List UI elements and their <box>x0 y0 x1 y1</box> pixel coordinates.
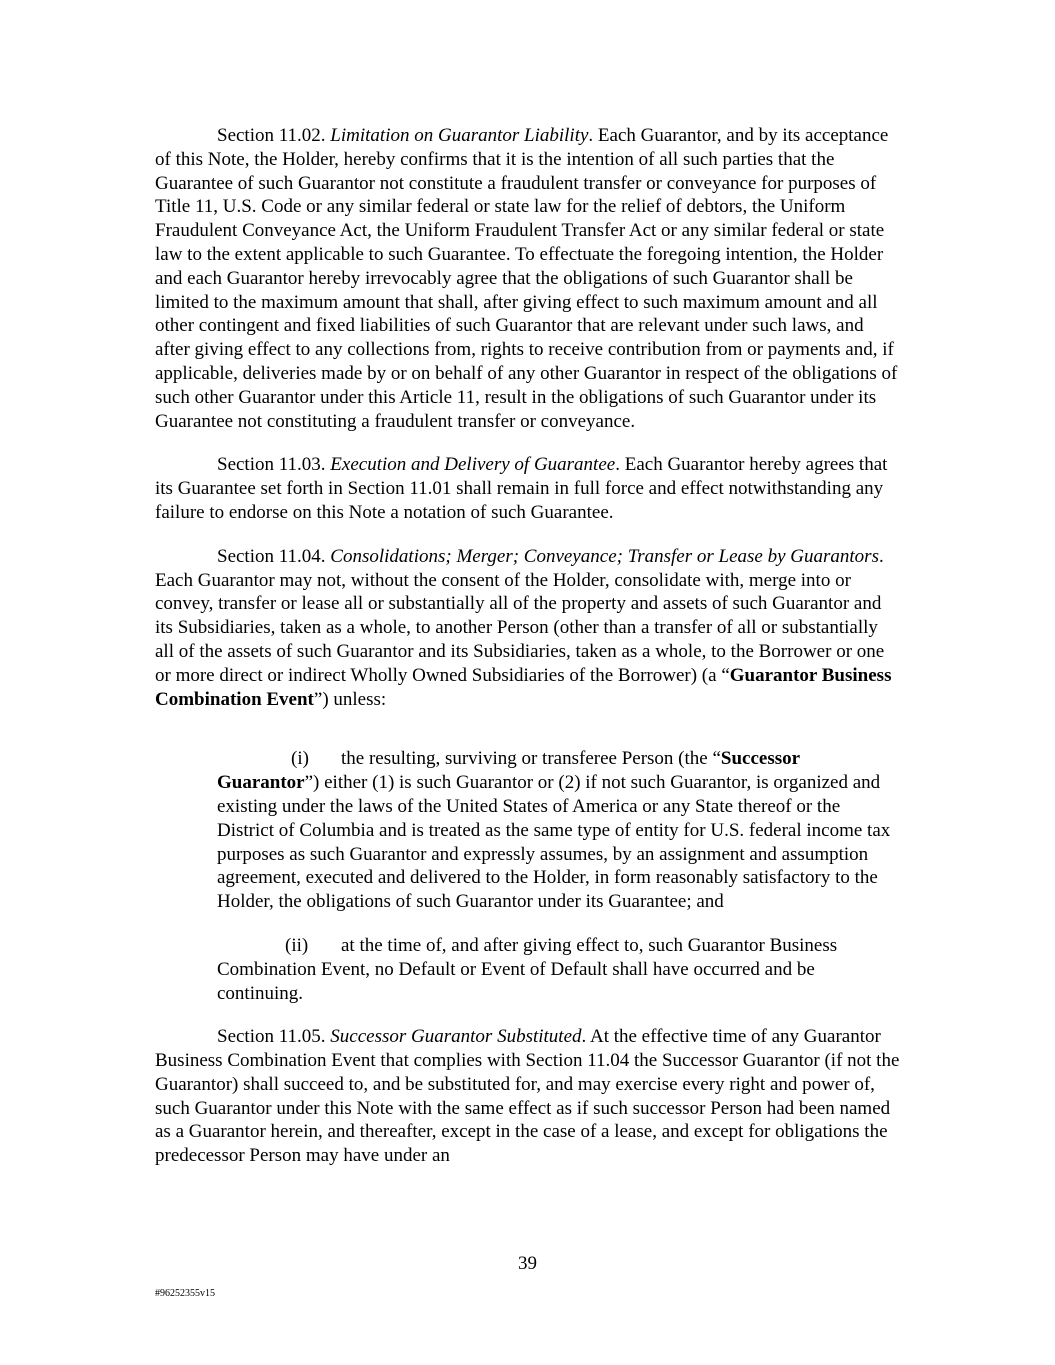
section-number: Section 11.02. <box>217 125 331 146</box>
section-heading: Successor Guarantor Substituted <box>330 1026 582 1048</box>
section-number: Section 11.04. <box>217 545 331 567</box>
clause-text: the resulting, surviving or transferee Person (the “ <box>341 748 721 770</box>
section-text: . Each Guarantor, and by its acceptance of this Note, the Holder, hereby confirms that it is the intention of all such parties that the Guarantee of such Guarantor not constitute a fraudulent transfer or conveyance for purposes of Title 11, U.S. Code or any similar federal or state law for the relief of debtors, the Uniform Fraudulent Conveyance Act, the Uniform Fraudulent Transfer Act or any similar federal or state law to the extent applicable to such Guarantee. To effectuate the foregoing intention, the Holder and each Guarantor hereby irrevocably agree that the obligations of such Guarantor shall be limited to the maximum amount that shall, after giving effect to such maximum amount and all other contingent and fixed liabilities of such Guarantor that are relevant under such laws, and after giving effect to any collections from, rights to receive contribution from or payments and, if applicable, deliveries made by or on behalf of any other Guarantor in respect of the obligations of such other Guarantor under this Article 11, result in the obligations of such Guarantor under its Guarantee not constituting a fraudulent transfer or conveyance. <box>155 125 898 432</box>
section-heading: Consolidations; Merger; Conveyance; Transfer or Lease by Guarantors <box>330 545 879 567</box>
clause-ii <box>217 934 900 1005</box>
section-heading: Limitation on Guarantor Liability <box>330 125 589 146</box>
clause-i <box>217 747 900 914</box>
clause-number: (ii) <box>285 934 309 956</box>
clause-number: (i) <box>291 748 309 770</box>
document-body <box>155 124 900 1188</box>
document-id: #96252355v15 <box>155 1288 215 1299</box>
section-heading: Execution and Delivery of Guarantee <box>330 454 616 476</box>
section-text: . Each Guarantor may not, without the consent of the Holder, consolidate with, merge into or convey, transfer or lease all or substantially all of the property and assets of such Guarantor and its Subsidiaries, taken as a whole, to another Person (other than a transfer of all or substantially all of the assets of such Guarantor and its Subsidiaries, taken as a whole, to the Borrower or one or more direct or indirect Wholly Owned Subsidiaries of the Borrower) (a “ <box>155 545 885 686</box>
page-number: 39 <box>518 1253 537 1274</box>
section-11-05 <box>155 1025 900 1168</box>
section-text: . Each Guarantor hereby agrees that its Guarantee set forth in Section 11.01 shall remain in full force and effect notwithstanding any failure to endorse on this Note a notation of such Guarantee. <box>155 454 888 523</box>
section-11-02 <box>155 124 900 433</box>
section-number: Section 11.03. <box>217 454 331 476</box>
section-text-continued: ”) unless: <box>313 688 387 710</box>
section-text: . At the effective time of any Guarantor Business Combination Event that complies with Section 11.04 the Successor Guarantor (if not the Guarantor) shall succeed to, and be substituted for, and may exercise every right and power of, such Guarantor under this Note with the same effect as if such successor Person had been named as a Guarantor herein, and thereafter, except in the case of a lease, and except for obligations the predecessor Person may have under an <box>155 1026 900 1167</box>
section-number: Section 11.05. <box>217 1026 331 1048</box>
section-11-03 <box>155 453 900 524</box>
clause-text-continued: ”) either (1) is such Guarantor or (2) if not such Guarantor, is organized and existing under the laws of the United States of America or any State thereof or the District of Columbia and is treated as the same type of entity for U.S. federal income tax purposes as such Guarantor and expressly assumes, by an assignment and assumption agreement, executed and delivered to the Holder, in form reasonably satisfactory to the Holder, the obligations of such Guarantor under its Guarantee; and <box>217 772 891 913</box>
clause-text: at the time of, and after giving effect to, such Guarantor Business Combination Event, no Default or Event of Default shall have occurred and be continuing. <box>217 934 838 1004</box>
defined-term: Successor Guarantor <box>217 748 800 794</box>
defined-term: Guarantor Business Combination Event <box>155 664 892 710</box>
section-11-04 <box>155 545 900 712</box>
